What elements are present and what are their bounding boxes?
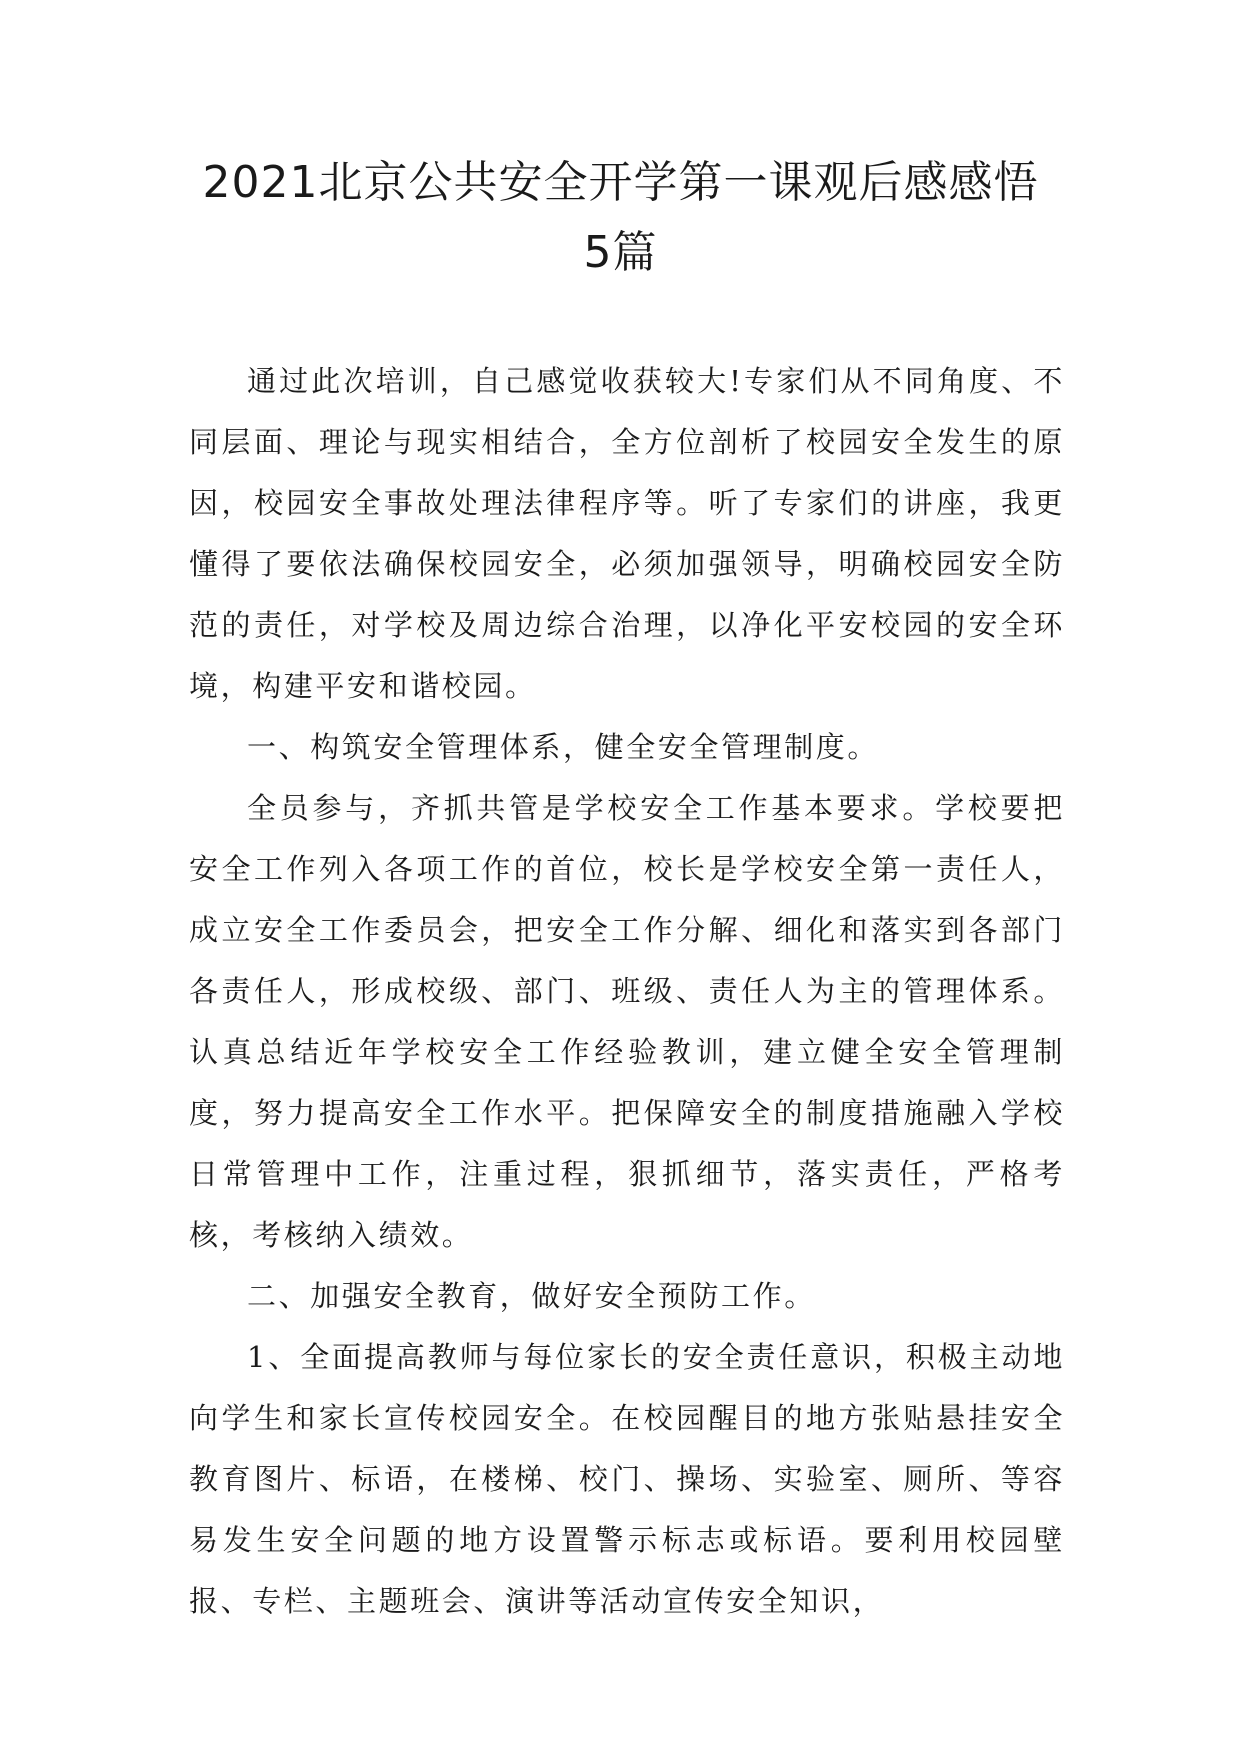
document-title (150, 148, 1091, 288)
paragraph-education: 1、全面提高教师与每位家长的安全责任意识，积极主动地向学生和家长宣传校园安全。在校园醒目的地方张贴悬挂安全教育图片、标语，在楼梯、校门、操场、实验室、厕所、等容易发生安全问题的地方设置警示标志或标语。要利用校园壁报、专栏、主题班会、演讲等活动宣传安全知识， (189, 1340, 1065, 1618)
title-line-1: 2021北京公共安全开学第一课观后感感悟 (202, 157, 1039, 208)
section-heading-2: 二、加强安全教育，做好安全预防工作。 (247, 1279, 816, 1313)
document-body (189, 351, 1065, 1632)
title-line-2: 5篇 (583, 227, 658, 278)
section-heading-1: 一、构筑安全管理体系，健全安全管理制度。 (247, 730, 880, 764)
paragraph-intro: 通过此次培训，自己感觉收获较大!专家们从不同角度、不同层面、理论与现实相结合，全方位剖析了校园安全发生的原因，校园安全事故处理法律程序等。听了专家们的讲座，我更懂得了要依法确保校园安全，必须加强领导，明确校园安全防范的责任，对学校及周边综合治理，以净化平安校园的安全环境，构建平安和谐校园。 (189, 364, 1065, 703)
paragraph-management: 全员参与，齐抓共管是学校安全工作基本要求。学校要把安全工作列入各项工作的首位，校长是学校安全第一责任人，成立安全工作委员会，把安全工作分解、细化和落实到各部门各责任人，形成校级、部门、班级、责任人为主的管理体系。认真总结近年学校安全工作经验教训，建立健全安全管理制度，努力提高安全工作水平。把保障安全的制度措施融入学校日常管理中工作，注重过程，狠抓细节，落实责任，严格考核，考核纳入绩效。 (189, 791, 1065, 1252)
